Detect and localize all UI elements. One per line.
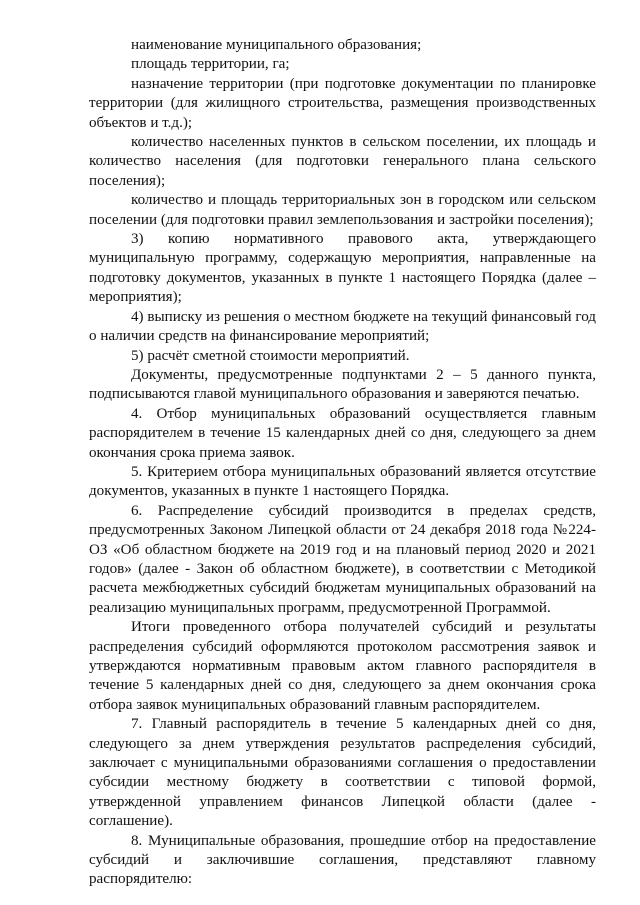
paragraph-settlements-count: количество населенных пунктов в сельском поселении, их площадь и количество населения (для подготовки генерального плана сельского поселения); <box>89 134 596 189</box>
paragraph-clause-4: 4. Отбор муниципальных образований осуществляется главным распорядителем в течение 15 календарных дней со дня, следующего за днем окончания срока приема заявок. <box>89 405 596 461</box>
paragraph-item-3: 3) копию нормативного правового акта, утверждающего муниципальную программу, содержащую мероприятия, направленные на подготовку документов, указанных в пункте 1 настоящего Порядка (далее – мероприятия); <box>89 231 596 306</box>
paragraph-clause-7: 7. Главный распорядитель в течение 5 календарных дней со дня, следующего за днем утверждения результатов распределения субсидий, заключает с муниципальными образованиями соглашения о предоставлении субсидии местному бюджету в соответствии с типовой формой, утвержденной управлением финансов Липецкой области (далее - соглашение). <box>89 716 596 830</box>
paragraph-clause-5: 5. Критерием отбора муниципальных образований является отсутствие документов, указанных в пункте 1 настоящего Порядка. <box>89 463 596 500</box>
paragraph-zones-count: количество и площадь территориальных зон в городском или сельском поселении (для подготовки правил землепользования и застройки поселения); <box>89 192 596 228</box>
paragraph-clause-8: 8. Муниципальные образования, прошедшие отбор на предоставление субсидий и заключившие соглашения, представляют главному распорядителю: <box>89 832 596 888</box>
paragraph-item-4: 4) выписку из решения о местном бюджете на текущий финансовый год о наличии средств на финансирование мероприятий; <box>89 308 596 345</box>
paragraph-municipality-name: наименование муниципального образования; <box>131 37 422 53</box>
paragraph-selection-results: Итоги проведенного отбора получателей субсидий и результаты распределения субсидий оформляются протоколом рассмотрения заявок и утверждаются нормативным правовым актом главного распорядителя в течение 5 календарных дней со дня, следующего за днем окончания срока отбора заявок муниципальных образований главным распорядителем. <box>89 619 596 713</box>
document-page <box>89 36 596 890</box>
paragraph-item-5: 5) расчёт сметной стоимости мероприятий. <box>131 347 410 364</box>
paragraph-territory-area: площадь территории, га; <box>131 56 290 73</box>
paragraph-territory-purpose: назначение территории (при подготовке документации по планировке территории (для жилищного строительства, размещения производственных объектов и т.д.); <box>89 75 596 131</box>
paragraph-clause-6: 6. Распределение субсидий производится в пределах средств, предусмотренных Законом Липецкой области от 24 декабря 2018 года №224-ОЗ «Об областном бюджете на 2019 год и на плановый период 2020 и 2021 годов» (далее - Закон об областном бюджете), в соответствии с Методикой расчета межбюджетных субсидий бюджетам муниципальных образований на реализацию муниципальных программ, предусмотренной Программой. <box>89 502 596 616</box>
paragraph-documents-signing: Документы, предусмотренные подпунктами 2 – 5 данного пункта, подписываются главой муниципального образования и заверяются печатью. <box>89 366 596 403</box>
